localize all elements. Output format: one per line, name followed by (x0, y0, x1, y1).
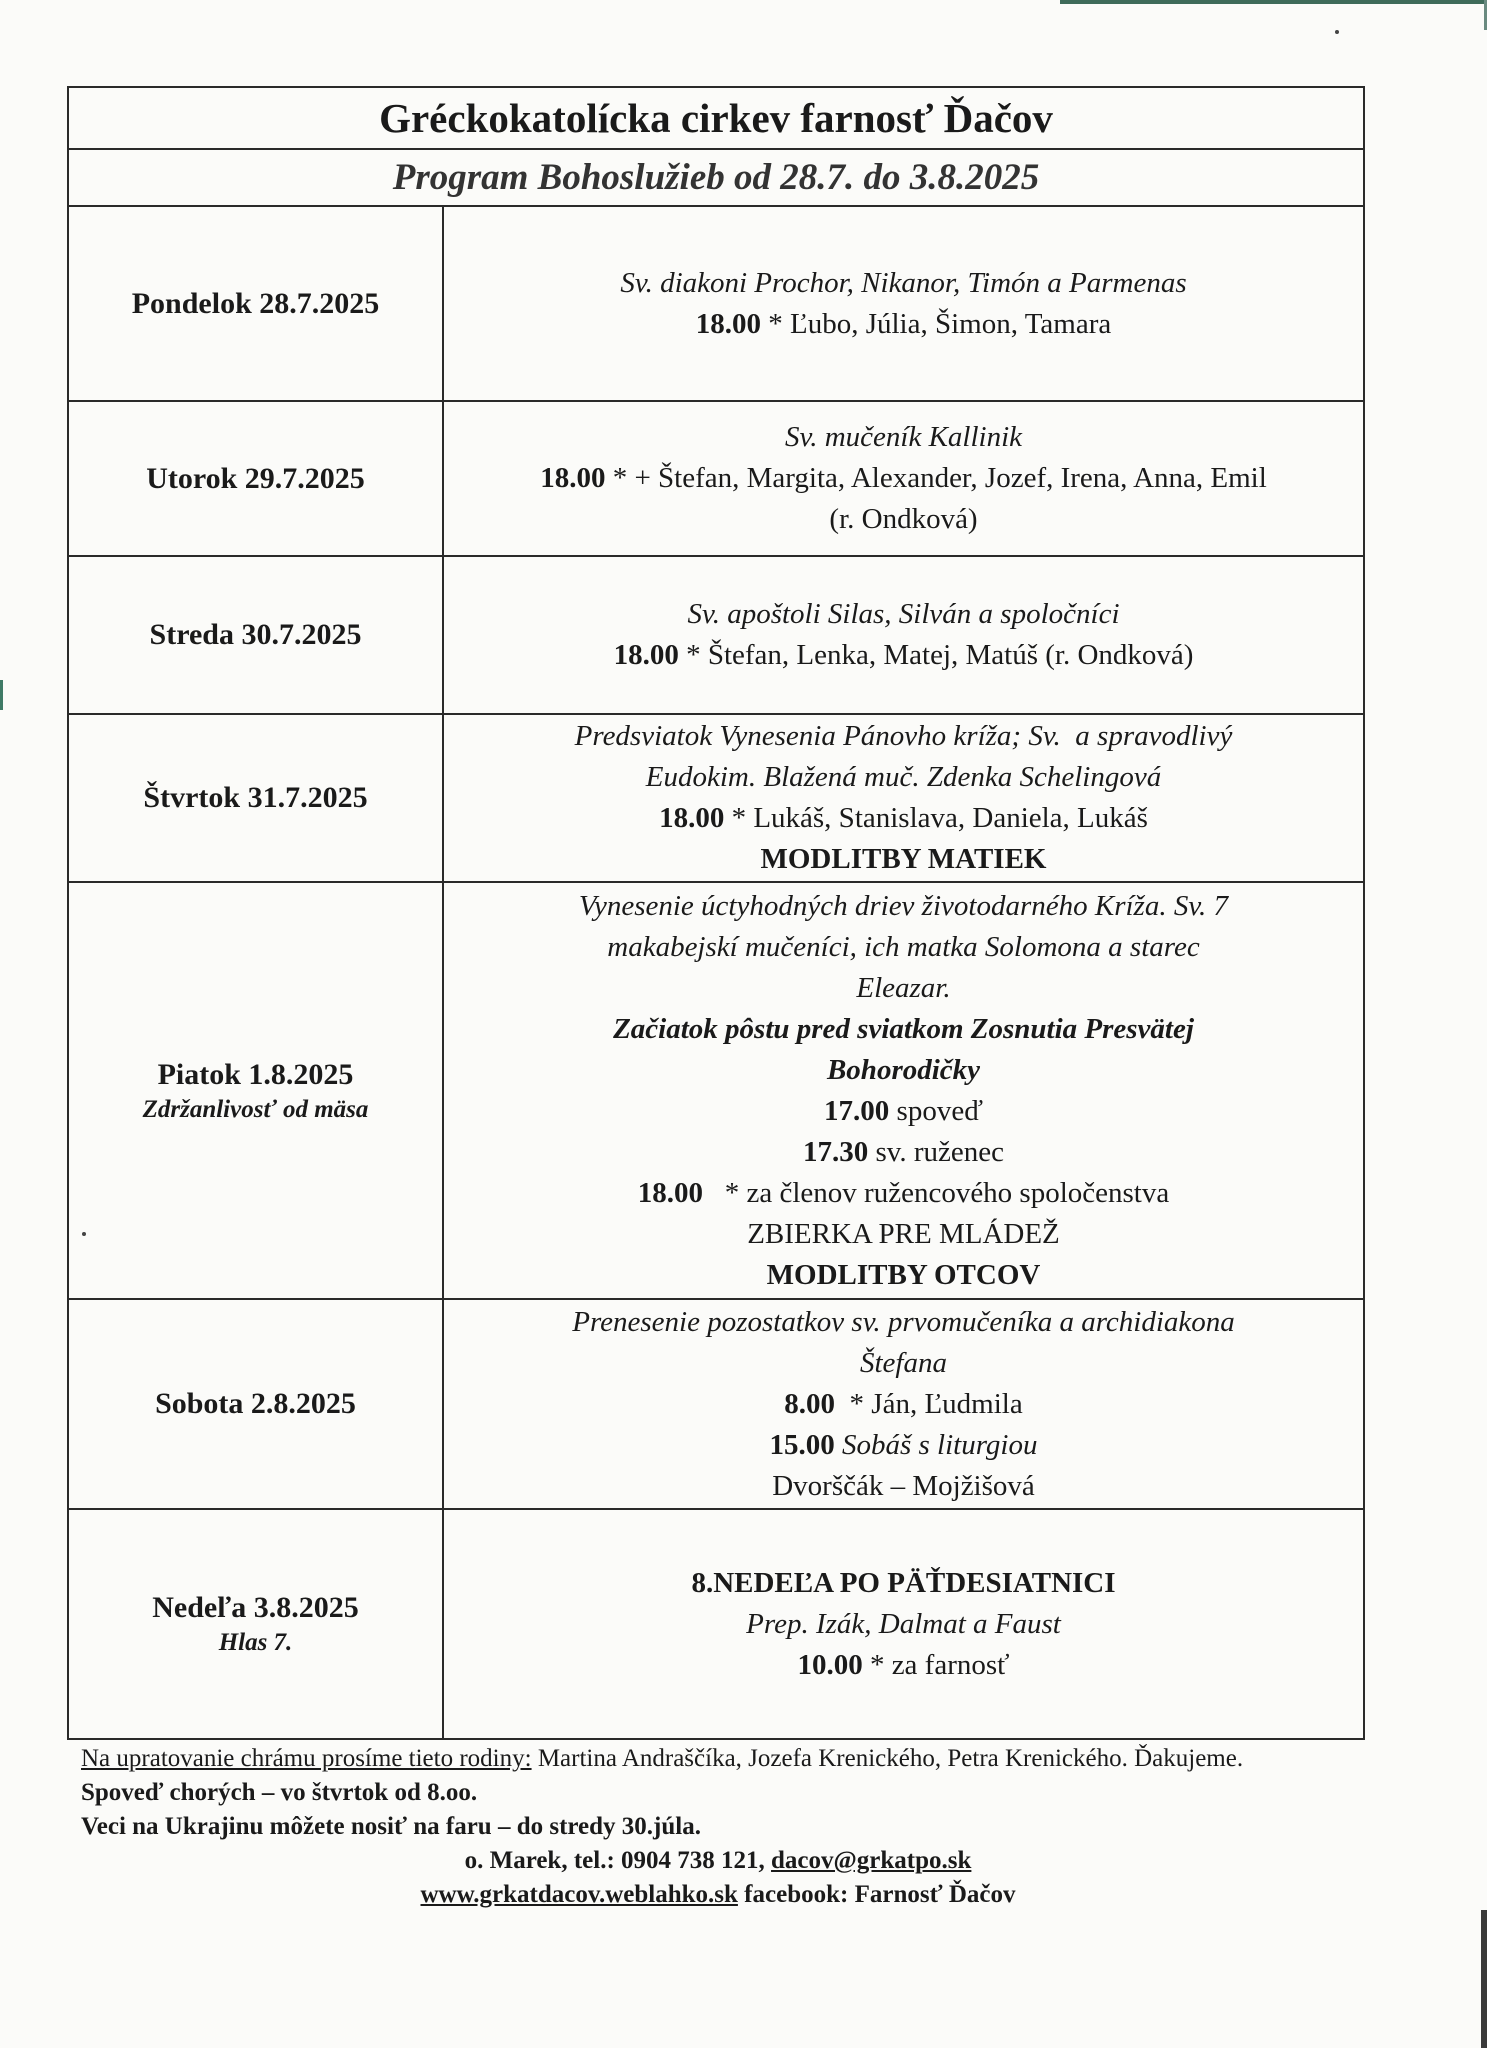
service-line (772, 1466, 1035, 1507)
service-line (784, 1384, 1022, 1425)
day-label (69, 715, 444, 881)
day-label (69, 1300, 444, 1508)
day-services (444, 883, 1363, 1298)
scan-edge-right-bottom (1481, 1910, 1487, 2048)
service-line (575, 716, 1233, 757)
service-text: Prenesenie pozostatkov sv. prvomučeníka a archidiakona (572, 1305, 1235, 1338)
service-text: * Lukáš, Stanislava, Daniela, Lukáš (724, 802, 1148, 834)
day-label (69, 557, 444, 713)
service-text: ZBIERKA PRE MLÁDEŽ (747, 1217, 1060, 1250)
day-name: Nedeľa 3.8.2025 (152, 1591, 359, 1624)
service-text: (r. Ondková) (829, 503, 978, 535)
service-text: * za farnosť (862, 1648, 1010, 1681)
day-row (69, 1510, 1363, 1738)
service-line (803, 1132, 1004, 1173)
service-line (829, 499, 977, 540)
parish-title: Gréckokatolícka cirkev farnosť Ďačov (69, 88, 1363, 150)
day-label (69, 883, 444, 1298)
service-text: Eleazar. (856, 971, 951, 1004)
sick-confession-note: Spoveď chorých – vo štvrtok od 8.oo. (81, 1779, 478, 1806)
day-row (69, 207, 1363, 402)
day-services (444, 1510, 1363, 1738)
web-line (81, 1878, 1355, 1912)
service-line (767, 1255, 1041, 1296)
day-name: Piatok 1.8.2025 (157, 1057, 354, 1091)
service-time: 8.00 (784, 1387, 836, 1420)
service-line (687, 594, 1119, 635)
service-text: * Štefan, Lenka, Matej, Matúš (r. Ondková) (678, 639, 1194, 671)
cleaning-label: Na upratovanie chrámu prosíme tieto rodiny: (81, 1745, 532, 1772)
service-line (659, 798, 1148, 839)
service-text: Začiatok pôstu pred sviatkom Zosnutia Presvätej (613, 1012, 1194, 1045)
day-note: Hlas 7. (218, 1629, 293, 1656)
service-text: Bohorodičky (826, 1053, 981, 1086)
service-text: sv. ruženec (868, 1135, 1005, 1168)
service-text: Sv. apoštoli Silas, Silván a spoločníci (687, 598, 1120, 630)
day-label (69, 207, 444, 400)
service-text: Eudokim. Blažená muč. Zdenka Schelingová (645, 761, 1162, 793)
day-services (444, 715, 1363, 881)
cleaning-note (81, 1742, 1355, 1776)
service-time: 18.00 (695, 307, 761, 340)
service-time: 17.00 (824, 1094, 890, 1127)
service-line (856, 968, 950, 1009)
service-text: Vynesenie úctyhodných driev životodarného Kríža. Sv. 7 (578, 889, 1229, 922)
service-line (747, 1214, 1060, 1255)
day-name: Streda 30.7.2025 (149, 618, 362, 651)
service-line (638, 1173, 1170, 1214)
scan-edge-left (0, 680, 3, 710)
service-text: spoveď (889, 1094, 983, 1127)
service-text: * Ľubo, Júlia, Šimon, Tamara (761, 307, 1112, 340)
service-line (613, 1009, 1194, 1050)
service-time: 10.00 (797, 1648, 863, 1681)
service-line (761, 839, 1047, 880)
day-row (69, 402, 1363, 557)
service-line (579, 886, 1228, 927)
service-line (860, 1343, 947, 1384)
service-time: 17.30 (802, 1135, 869, 1168)
service-line (785, 417, 1022, 458)
service-line (746, 1604, 1061, 1645)
program-subtitle: Program Bohoslužieb od 28.7. do 3.8.2025 (69, 150, 1363, 207)
service-line (824, 1091, 983, 1132)
day-label (69, 1510, 444, 1738)
contact-prefix: o. Marek, tel.: 0904 738 121, (464, 1847, 772, 1874)
footer (81, 1742, 1355, 1912)
service-line (572, 1302, 1235, 1343)
facebook-info: facebook: Farnosť Ďačov (737, 1881, 1016, 1908)
cleaning-names: Martina Andraščíka, Jozefa Krenického, Petra Krenického. Ďakujeme. (531, 1745, 1244, 1772)
website-link[interactable]: www.grkatdacov.weblahko.sk (420, 1881, 738, 1908)
service-text: MODLITBY OTCOV (766, 1258, 1041, 1291)
day-name: Utorok 29.7.2025 (146, 461, 365, 495)
service-line (607, 927, 1199, 968)
email-link[interactable]: dacov@grkatpo.sk (771, 1847, 972, 1874)
service-text: Dvorščák – Mojžišová (772, 1469, 1035, 1502)
service-text: Štefana (860, 1346, 947, 1379)
day-row (69, 1300, 1363, 1510)
service-text: Sobáš s liturgiou (834, 1428, 1038, 1461)
day-name: Pondelok 28.7.2025 (131, 286, 380, 320)
day-services (444, 402, 1363, 555)
day-services (444, 1300, 1363, 1508)
service-text: makabejskí mučeníci, ich matka Solomona a starec (607, 930, 1200, 963)
service-text: 8.NEDEĽA PO PÄŤDESIATNICI (691, 1566, 1116, 1599)
service-text: Sv. diakoni Prochor, Nikanor, Timón a Parmenas (620, 266, 1187, 299)
service-text: * za členov ružencového spoločenstva (703, 1176, 1170, 1209)
scan-edge-top (1060, 0, 1487, 4)
service-line (540, 458, 1267, 499)
days-container (69, 207, 1363, 1738)
scan-speck (1335, 30, 1339, 34)
day-row (69, 883, 1363, 1300)
day-note: Zdržanlivosť od mäsa (142, 1095, 369, 1123)
day-name: Sobota 2.8.2025 (155, 1387, 356, 1420)
service-text: Prep. Izák, Dalmat a Faust (746, 1607, 1061, 1640)
day-row (69, 715, 1363, 883)
service-time: 18.00 (659, 802, 725, 834)
service-line (769, 1425, 1037, 1466)
service-text: MODLITBY MATIEK (760, 843, 1047, 875)
day-services (444, 207, 1363, 400)
service-line (696, 304, 1111, 345)
service-time: 18.00 (540, 462, 606, 494)
schedule-table (67, 86, 1365, 1740)
day-name: Štvrtok 31.7.2025 (143, 781, 368, 814)
service-text: * Ján, Ľudmila (835, 1387, 1023, 1420)
service-line (827, 1050, 980, 1091)
day-services (444, 557, 1363, 713)
service-line (691, 1563, 1115, 1604)
service-line (620, 263, 1186, 304)
day-label (69, 402, 444, 555)
service-line (797, 1645, 1009, 1686)
contact-line (81, 1844, 1355, 1878)
service-text: * + Štefan, Margita, Alexander, Jozef, Irena, Anna, Emil (605, 462, 1267, 494)
service-text: Sv. mučeník Kallinik (784, 421, 1023, 453)
ukraine-note: Veci na Ukrajinu môžete nosiť na faru – do stredy 30.júla. (81, 1813, 701, 1840)
service-text: Predsviatok Vynesenia Pánovho kríža; Sv. a spravodlivý (574, 720, 1233, 752)
service-line (646, 757, 1161, 798)
day-row (69, 557, 1363, 715)
service-time: 15.00 (769, 1428, 835, 1461)
service-line (614, 635, 1194, 676)
service-time: 18.00 (613, 639, 679, 671)
service-time: 18.00 (637, 1176, 703, 1209)
